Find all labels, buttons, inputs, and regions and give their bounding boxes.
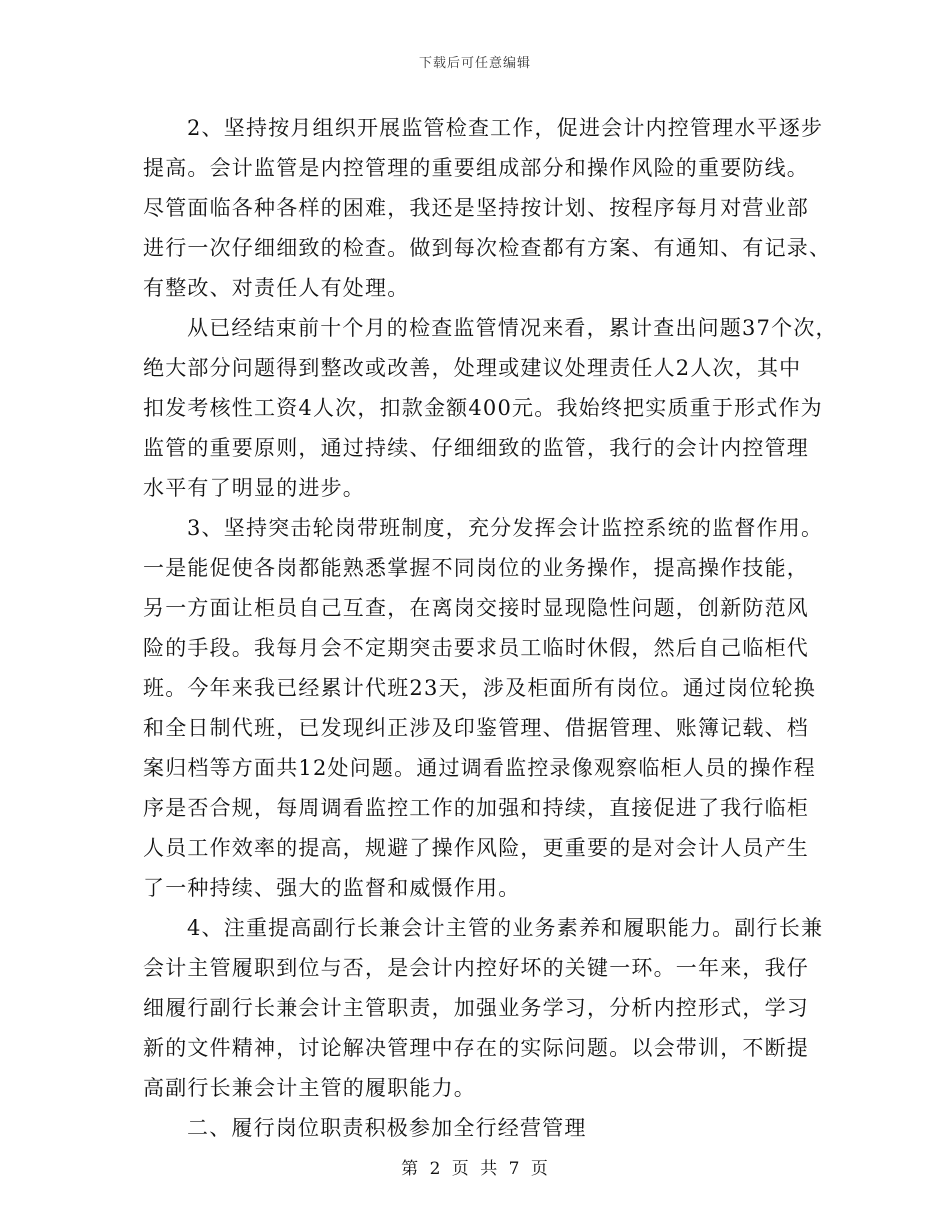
paragraph-2	[143, 308, 838, 508]
text-line: 3、坚持突击轮岗带班制度，充分发挥会计监控系统的监督作用。	[187, 516, 824, 540]
text-line: 4、注重提高副行长兼会计主管的业务素养和履职能力。副行长兼	[187, 916, 824, 940]
text-line: 班。今年来我已经累计代班23天，涉及柜面所有岗位。通过岗位轮换	[143, 676, 816, 700]
text-line: 有整改、对责任人有处理。	[143, 276, 410, 300]
paragraph-4	[143, 908, 824, 1108]
section-heading-text: 二、履行岗位职责积极参加全行经营管理	[187, 1116, 587, 1140]
text-line: 细履行副行长兼会计主管职责，加强业务学习，分析内控形式，学习	[143, 996, 809, 1020]
paragraph-1	[143, 108, 832, 308]
text-line: 进行一次仔细细致的检查。做到每次检查都有方案、有通知、有记录、	[143, 236, 832, 260]
text-line: 另一方面让柜员自己互查，在离岗交接时显现隐性问题，创新防范风	[143, 596, 809, 620]
text-line: 新的文件精神，讨论解决管理中存在的实际问题。以会带训，不断提	[143, 1036, 809, 1060]
text-line: 尽管面临各种各样的困难，我还是坚持按计划、按程序每月对营业部	[143, 196, 809, 220]
text-line: 人员工作效率的提高，规避了操作风险，更重要的是对会计人员产生	[143, 836, 809, 860]
text-line: 绝大部分问题得到整改或改善，处理或建议处理责任人2人次，其中	[143, 356, 802, 380]
text-line: 2、坚持按月组织开展监管检查工作，促进会计内控管理水平逐步	[187, 116, 824, 140]
text-line: 了一种持续、强大的监督和威慑作用。	[143, 876, 521, 900]
text-line: 从已经结束前十个月的检查监管情况来看，累计查出问题37个次，	[187, 316, 838, 340]
text-line: 一是能促使各岗都能熟悉掌握不同岗位的业务操作，提高操作技能，	[143, 556, 809, 580]
text-line: 会计主管履职到位与否，是会计内控好坏的关键一环。一年来，我仔	[143, 956, 809, 980]
document-body	[143, 108, 838, 1148]
text-line: 扣发考核性工资4人次，扣款金额400元。我始终把实质重于形式作为	[143, 396, 823, 420]
text-line: 提高。会计监管是内控管理的重要组成部分和操作风险的重要防线。	[143, 156, 809, 180]
text-line: 和全日制代班，已发现纠正涉及印鉴管理、借据管理、账簿记载、档	[143, 716, 809, 740]
paragraph-3	[143, 508, 824, 908]
page-header: 下载后可任意编辑	[418, 56, 531, 71]
section-heading	[143, 1108, 813, 1148]
text-line: 序是否合规，每周调看监控工作的加强和持续，直接促进了我行临柜	[143, 796, 809, 820]
text-line: 案归档等方面共12处问题。通过调看监控录像观察临柜人员的操作程	[143, 756, 816, 780]
text-line: 险的手段。我每月会不定期突击要求员工临时休假，然后自己临柜代	[143, 636, 809, 660]
text-line: 高副行长兼会计主管的履职能力。	[143, 1076, 476, 1100]
text-line: 水平有了明显的进步。	[143, 476, 365, 500]
page-number-footer: 第 2 页 共 7 页	[401, 1159, 549, 1179]
text-line: 监管的重要原则，通过持续、仔细细致的监管，我行的会计内控管理	[143, 436, 809, 460]
